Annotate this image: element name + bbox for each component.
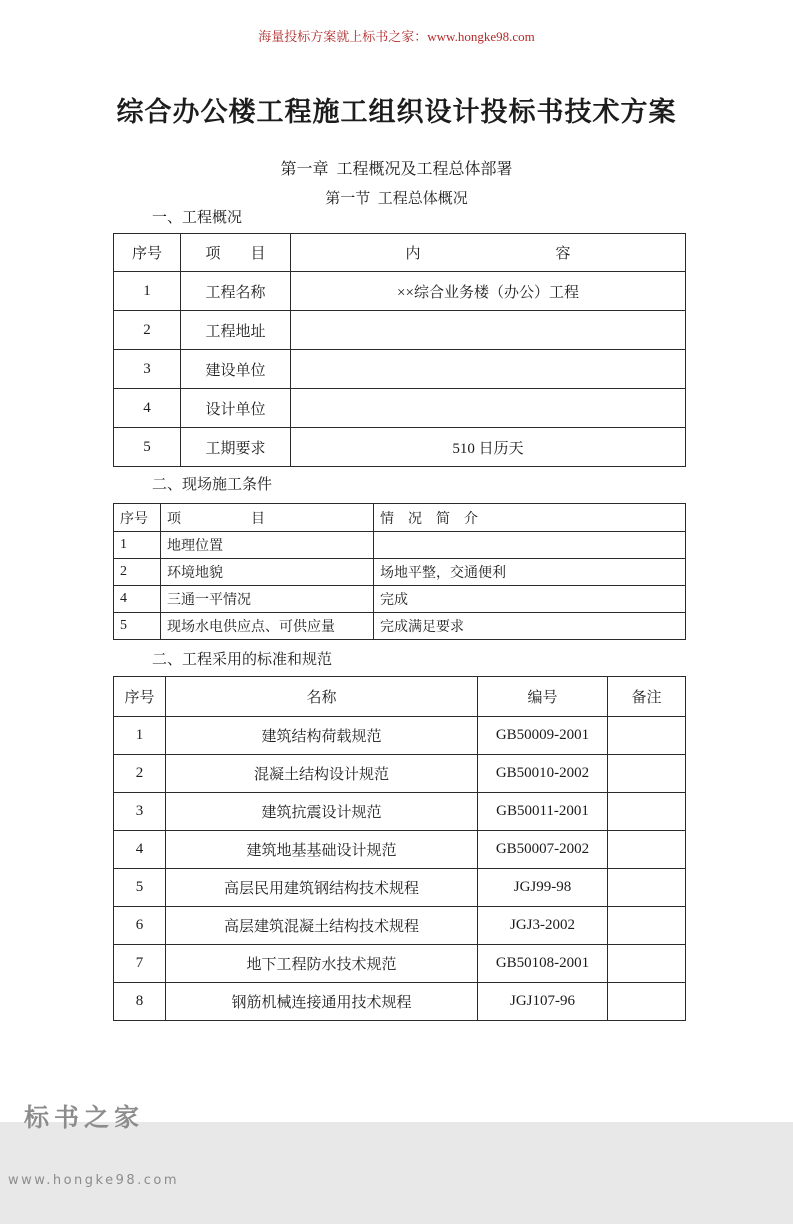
table-cell: 5 [114,428,181,467]
table-cell: 1 [114,272,181,311]
table-cell [608,869,686,907]
header-cell-index: 序号 [114,504,161,532]
table-cell: 建筑抗震设计规范 [166,793,478,831]
document-title: 综合办公楼工程施工组织设计投标书技术方案 [116,97,677,127]
table-cell: JGJ99-98 [478,869,608,907]
project-overview-table [113,233,686,467]
header-cell-name: 名称 [166,677,478,717]
table-cell: 设计单位 [181,389,291,428]
table-row [114,389,686,428]
table-row [114,983,686,1021]
table-cell: 4 [114,586,161,613]
table-row [114,311,686,350]
watermark-url: www.hongke98.com [8,1173,180,1188]
table-cell: 高层建筑混凝土结构技术规程 [166,907,478,945]
header-cell-content: 内 容 [291,234,686,272]
table-cell: 2 [114,755,166,793]
header-cell-index: 序号 [114,234,181,272]
table-cell: JGJ3-2002 [478,907,608,945]
table-cell: 1 [114,717,166,755]
table-cell: 环境地貌 [161,559,374,586]
watermark [8,1062,179,1224]
table-cell [291,350,686,389]
table-row [114,831,686,869]
site-promo-text: 海量投标方案就上标书之家：www.hongke98.com [258,29,535,44]
table-cell: 5 [114,869,166,907]
header-cell-item: 项 目 [181,234,291,272]
table-cell [608,983,686,1021]
table-cell: 7 [114,945,166,983]
table-cell [608,907,686,945]
table-cell: 完成 [374,586,686,613]
table-cell: 3 [114,793,166,831]
table-cell: 工程地址 [181,311,291,350]
subheading-site-conditions: 二、现场施工条件 [152,477,273,493]
table-cell [608,717,686,755]
table-cell: 地下工程防水技术规范 [166,945,478,983]
table-row [114,907,686,945]
table-cell: 3 [114,350,181,389]
site-conditions-table [113,503,686,640]
table-row [114,586,686,613]
table-cell: 2 [114,311,181,350]
table-cell: GB50108-2001 [478,945,608,983]
table-cell: JGJ107-96 [478,983,608,1021]
table-row [114,755,686,793]
header-cell-code: 编号 [478,677,608,717]
table-cell: 1 [114,532,161,559]
chapter-heading: 第一章 工程概况及工程总体部署 [280,161,513,178]
table-cell: 4 [114,389,181,428]
table-row [114,945,686,983]
section-heading: 第一节 工程总体概况 [325,191,468,207]
header-cell-remarks: 备注 [608,677,686,717]
table-row [114,869,686,907]
table-header-row [114,504,686,532]
table-cell: 三通一平情况 [161,586,374,613]
table-cell [291,389,686,428]
table-cell: GB50011-2001 [478,793,608,831]
table-cell: 建筑结构荷载规范 [166,717,478,755]
table-row [114,428,686,467]
table-row [114,717,686,755]
table-cell [291,311,686,350]
table-cell: 工程名称 [181,272,291,311]
table-cell: ××综合业务楼（办公）工程 [291,272,686,311]
header-cell-index: 序号 [114,677,166,717]
table-cell [608,831,686,869]
table-cell: 2 [114,559,161,586]
table-cell: 完成满足要求 [374,613,686,640]
header-cell-item: 项 目 [161,504,374,532]
subheading-project-overview: 一、工程概况 [152,210,243,226]
table-cell: 现场水电供应点、可供应量 [161,613,374,640]
table-cell: 510 日历天 [291,428,686,467]
table-cell: 场地平整，交通便利 [374,559,686,586]
table-row [114,559,686,586]
table-cell: 地理位置 [161,532,374,559]
table-header-row [114,677,686,717]
table-cell: 5 [114,613,161,640]
table-cell: 建设单位 [181,350,291,389]
table-row [114,532,686,559]
table-cell: 工期要求 [181,428,291,467]
standards-table-body [114,717,686,1021]
table-cell: GB50007-2002 [478,831,608,869]
project-overview-table-body [114,272,686,467]
table-cell: 建筑地基基础设计规范 [166,831,478,869]
table-cell: GB50010-2002 [478,755,608,793]
table-cell [608,945,686,983]
subheading-standards: 二、工程采用的标准和规范 [152,652,333,668]
table-row [114,272,686,311]
watermark-logo: 标书之家 [24,1104,145,1132]
table-row [114,613,686,640]
table-cell: 4 [114,831,166,869]
table-header-row [114,234,686,272]
table-cell: 钢筋机械连接通用技术规程 [166,983,478,1021]
table-row [114,350,686,389]
site-conditions-table-body [114,532,686,640]
table-cell: 高层民用建筑钢结构技术规程 [166,869,478,907]
standards-table [113,676,686,1021]
table-cell [374,532,686,559]
table-cell: 6 [114,907,166,945]
table-row [114,793,686,831]
table-cell: GB50009-2001 [478,717,608,755]
table-cell [608,755,686,793]
table-cell [608,793,686,831]
table-cell: 8 [114,983,166,1021]
table-cell: 混凝土结构设计规范 [166,755,478,793]
header-cell-brief: 情 况 简 介 [374,504,686,532]
